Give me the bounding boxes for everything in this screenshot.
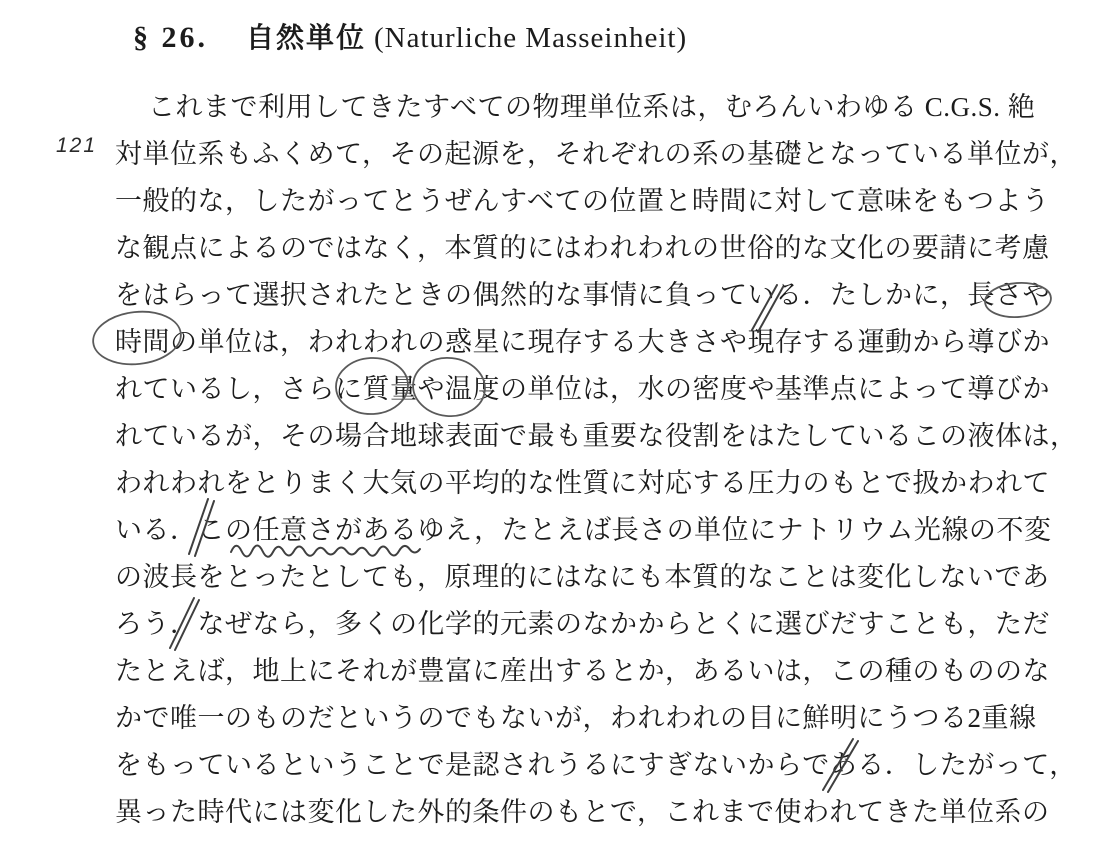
- margin-page-number: 121: [56, 134, 98, 157]
- section-title-japanese: 自然単位: [246, 22, 367, 53]
- text-line: われわれをとりまく大気の平均的な性質に対応する圧力のもとで扱かわれて: [115, 468, 1050, 498]
- section-title-german: (Naturliche Masseinheit): [374, 22, 688, 54]
- text-line: をもっているということで是認されうるにすぎないからである．したがって，: [115, 750, 1077, 780]
- text-line: 対単位系もふくめて，その起源を，それぞれの系の基礎となっている単位が，: [115, 139, 1077, 169]
- text-line: をはらって選択されたときの偶然的な事情に負っている．たしかに，長さや: [115, 280, 1050, 310]
- text-line: れているし，さらに質量や温度の単位は，水の密度や基準点によって導びか: [115, 374, 1050, 404]
- body-text: [115, 87, 1107, 839]
- text-line: たとえば，地上にそれが豊富に産出するとか，あるいは，この種のもののな: [115, 656, 1050, 686]
- text-line: れているが，その場合地球表面で最も重要な役割をはたしているこの液体は，: [115, 421, 1078, 451]
- text-line: 時間の単位は，われわれの惑星に現存する大きさや現存する運動から導びか: [115, 327, 1050, 357]
- text-line: な観点によるのではなく，本質的にはわれわれの世俗的な文化の要請に考慮: [115, 233, 1050, 263]
- text-line: の波長をとったとしても，原理的にはなにも本質的なことは変化しないであ: [115, 562, 1050, 592]
- text-line: かで唯一のものだというのでもないが，われわれの目に鮮明にうつる2重線: [115, 703, 1037, 733]
- text-line: これまで利用してきたすべての物理単位系は，むろんいわゆる C.G.S. 絶: [148, 92, 1036, 122]
- text-line: 異った時代には変化した外的条件のもとで，これまで使われてきた単位系の: [115, 797, 1050, 827]
- section-number: § 26.: [133, 21, 208, 54]
- text-line: いる．この任意さがあるゆえ，たとえば長さの単位にナトリウム光線の不変: [115, 515, 1052, 545]
- section-heading: [133, 16, 687, 56]
- text-line: ろう．なぜなら，多くの化学的元素のなかからとくに選びだすことも，ただ: [115, 609, 1050, 639]
- text-line: 一般的な，したがってとうぜんすべての位置と時間に対して意味をもつよう: [115, 186, 1050, 216]
